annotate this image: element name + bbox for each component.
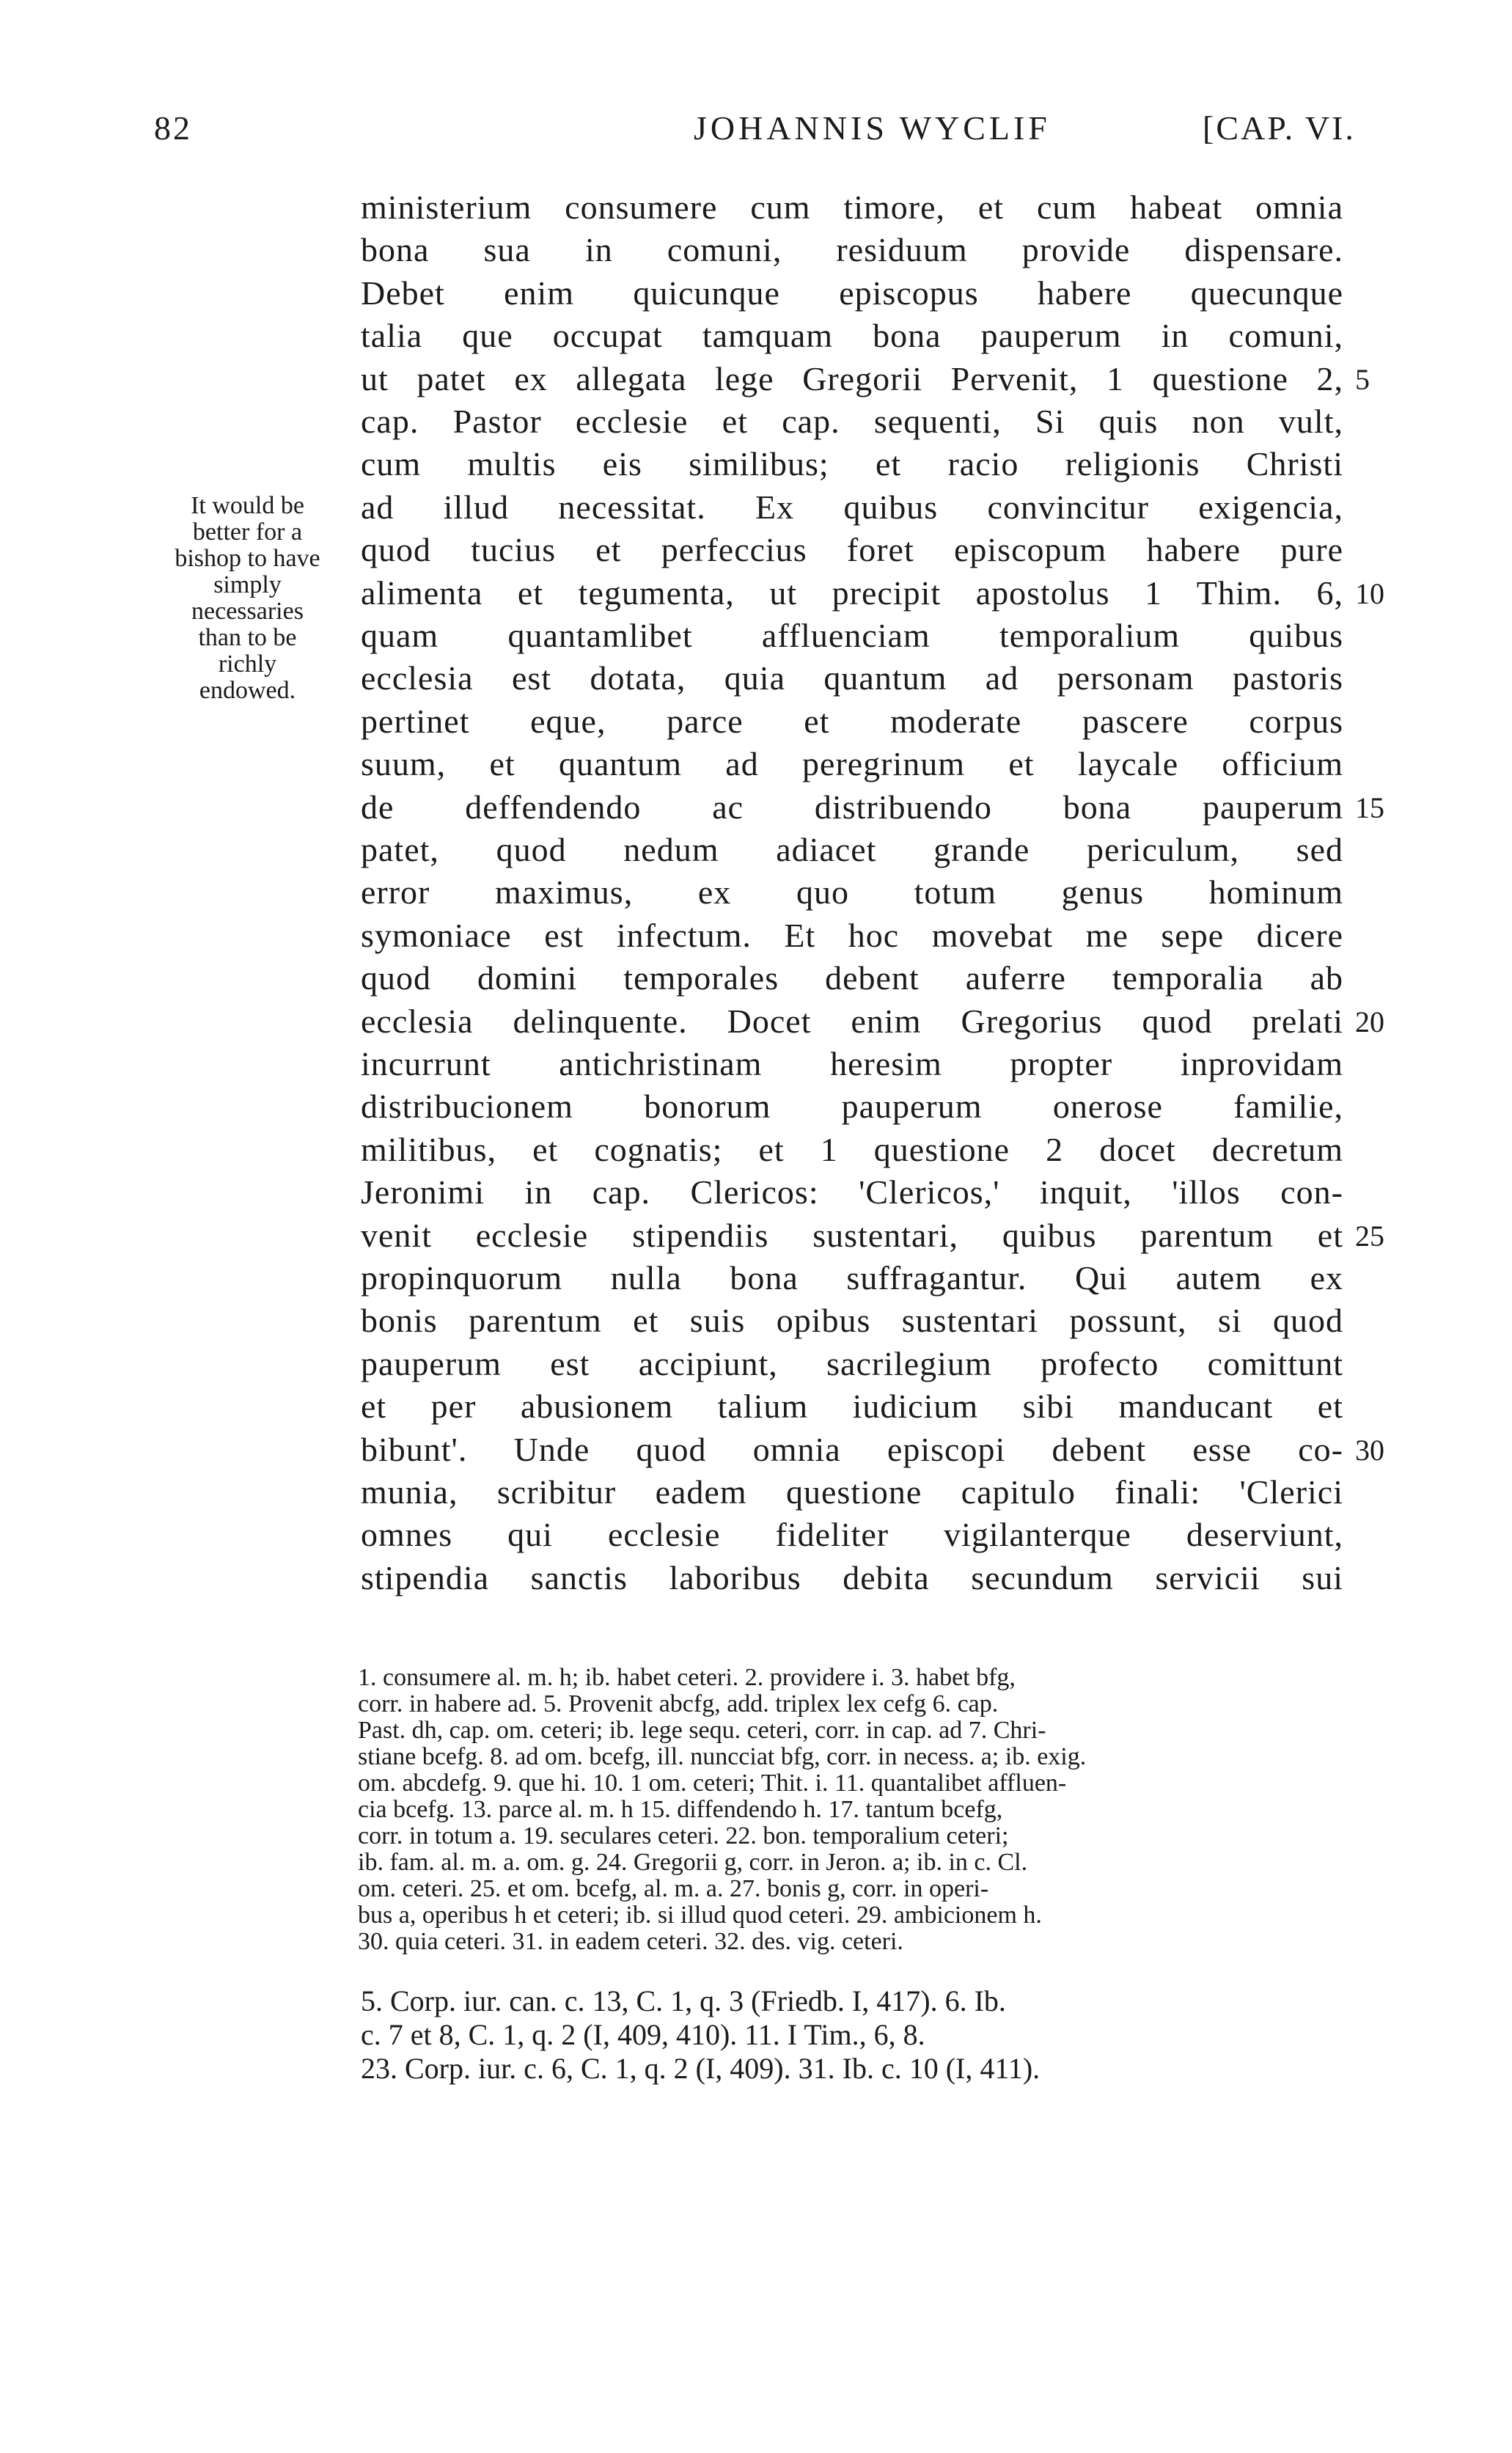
text-line: distribucionem bonorum pauperum onerose familie, bbox=[361, 1088, 1343, 1126]
text-line: ministerium consumere cum timore, et cum habeat omnia bbox=[361, 188, 1343, 226]
apparatus-line: bus a, operibus h et ceteri; ib. si illud quod ceteri. 29. ambicionem h. bbox=[358, 1902, 1042, 1929]
apparatus-line: Past. dh, cap. om. ceteri; ib. lege sequ. ceteri, corr. in cap. ad 7. Chri- bbox=[358, 1717, 1046, 1744]
apparatus-line: 30. quia ceteri. 31. in eadem ceteri. 32. des. vig. ceteri. bbox=[358, 1928, 903, 1955]
source-notes bbox=[361, 1984, 1343, 2086]
source-line: c. 7 et 8, C. 1, q. 2 (I, 409, 410). 11. I Tim., 6, 8. bbox=[361, 2018, 925, 2051]
text-line: quam quantamlibet affluenciam temporalium quibus bbox=[361, 617, 1343, 654]
apparatus-line: stiane bcefg. 8. ad om. bcefg, ill. nuncciat bfg, corr. in necess. a; ib. exig. bbox=[358, 1743, 1087, 1770]
margin-note-line: necessaries bbox=[191, 598, 304, 625]
line-number: 5 bbox=[1355, 362, 1370, 396]
text-line: quod tucius et perfeccius foret episcopum habere pure bbox=[361, 531, 1343, 569]
text-line: pauperum est accipiunt, sacrilegium profecto comittunt bbox=[361, 1344, 1343, 1382]
text-line: ad illud necessitat. Ex quibus convincitur exigencia, bbox=[361, 488, 1343, 526]
text-line: venit ecclesie stipendiis sustentari, quibus parentum et bbox=[361, 1216, 1343, 1254]
margin-note-line: than to be bbox=[198, 624, 297, 651]
page-number: 82 bbox=[154, 109, 192, 147]
critical-apparatus bbox=[358, 1665, 1343, 1955]
text-line: bibunt'. Unde quod omnia episcopi debent esse co- bbox=[361, 1430, 1343, 1468]
text-line: de deffendendo ac distribuendo bona pauperum bbox=[361, 788, 1343, 826]
running-title: JOHANNIS WYCLIF bbox=[694, 109, 1051, 147]
text-line: error maximus, ex quo totum genus hominum bbox=[361, 873, 1343, 912]
text-line: Jeronimi in cap. Clericos: 'Clericos,' inquit, 'illos con- bbox=[361, 1173, 1343, 1211]
text-line: omnes qui ecclesie fideliter vigilanterque deserviunt, bbox=[361, 1516, 1343, 1554]
text-line: militibus, et cognatis; et 1 questione 2 docet decretum bbox=[361, 1130, 1343, 1168]
text-line: suum, et quantum ad peregrinum et laycale officium bbox=[361, 745, 1343, 783]
text-line: munia, scribitur eadem questione capitulo finali: 'Clerici bbox=[361, 1473, 1343, 1511]
margin-note-line: bishop to have bbox=[175, 545, 320, 572]
line-number: 15 bbox=[1355, 791, 1384, 824]
apparatus-line: ib. fam. al. m. a. om. g. 24. Gregorii g, corr. in Jeron. a; ib. in c. Cl. bbox=[358, 1849, 1028, 1876]
chapter-reference: [CAP. VI. bbox=[1203, 109, 1356, 147]
margin-note-line: endowed. bbox=[199, 677, 296, 704]
margin-note-line: simply bbox=[213, 571, 282, 598]
text-line: et per abusionem talium iudicium sibi manducant et bbox=[361, 1387, 1343, 1426]
apparatus-line: corr. in habere ad. 5. Provenit abcfg, add. triplex lex cefg 6. cap. bbox=[358, 1690, 999, 1717]
text-line: cap. Pastor ecclesie et cap. sequenti, Si quis non vult, bbox=[361, 403, 1343, 440]
apparatus-line: corr. in totum a. 19. seculares ceteri. 22. bon. temporalium ceteri; bbox=[358, 1822, 1009, 1849]
text-line: incurrunt antichristinam heresim propter inprovidam bbox=[361, 1045, 1343, 1082]
line-number: 10 bbox=[1355, 576, 1384, 610]
text-line: ecclesia est dotata, quia quantum ad personam pastoris bbox=[361, 659, 1343, 697]
text-line: talia que occupat tamquam bona pauperum in comuni, bbox=[361, 317, 1343, 355]
source-line: 23. Corp. iur. c. 6, C. 1, q. 2 (I, 409). 31. Ib. c. 10 (I, 411). bbox=[361, 2052, 1041, 2085]
text-line: ecclesia delinquente. Docet enim Gregorius quod prelati bbox=[361, 1002, 1343, 1040]
text-line: ut patet ex allegata lege Gregorii Pervenit, 1 questione 2, bbox=[361, 359, 1343, 397]
text-line: Debet enim quicunque episcopus habere quecunque bbox=[361, 274, 1343, 312]
apparatus-line: om. abcdefg. 9. que hi. 10. 1 om. ceteri; Thit. i. 11. quantalibet affluen- bbox=[358, 1770, 1067, 1797]
text-line: stipendia sanctis laboribus debita secundum servicii sui bbox=[361, 1558, 1343, 1596]
text-line: cum multis eis similibus; et racio religionis Christi bbox=[361, 445, 1343, 483]
margin-note-line: richly bbox=[218, 650, 277, 678]
text-line: pertinet eque, parce et moderate pascere corpus bbox=[361, 702, 1343, 740]
text-line: bonis parentum et suis opibus sustentari possunt, si quod bbox=[361, 1302, 1343, 1340]
text-line: bona sua in comuni, residuum provide dispensare. bbox=[361, 231, 1343, 269]
line-number: 20 bbox=[1355, 1005, 1384, 1038]
line-number: 30 bbox=[1355, 1433, 1384, 1467]
line-number: 25 bbox=[1355, 1219, 1384, 1253]
text-line: propinquorum nulla bona suffragantur. Qui autem ex bbox=[361, 1259, 1343, 1297]
text-line: quod domini temporales debent auferre temporalia ab bbox=[361, 959, 1343, 997]
apparatus-line: 1. consumere al. m. h; ib. habet ceteri. 2. providere i. 3. habet bfg, bbox=[358, 1664, 1016, 1691]
text-line: alimenta et tegumenta, ut precipit apostolus 1 Thim. 6, bbox=[361, 573, 1343, 612]
margin-note bbox=[147, 493, 348, 704]
apparatus-line: om. ceteri. 25. et om. bcefg, al. m. a. 27. bonis g, corr. in operi- bbox=[358, 1875, 989, 1902]
margin-note-line: better for a bbox=[192, 518, 303, 546]
margin-note-line: It would be bbox=[191, 492, 304, 519]
source-line: 5. Corp. iur. can. c. 13, C. 1, q. 3 (Friedb. I, 417). 6. Ib. bbox=[361, 1984, 1006, 2017]
text-line: patet, quod nedum adiacet grande periculum, sed bbox=[361, 831, 1343, 868]
text-line: symoniace est infectum. Et hoc movebat me sepe dicere bbox=[361, 916, 1343, 954]
apparatus-line: cia bcefg. 13. parce al. m. h 15. diffendendo h. 17. tantum bcefg, bbox=[358, 1796, 1003, 1823]
